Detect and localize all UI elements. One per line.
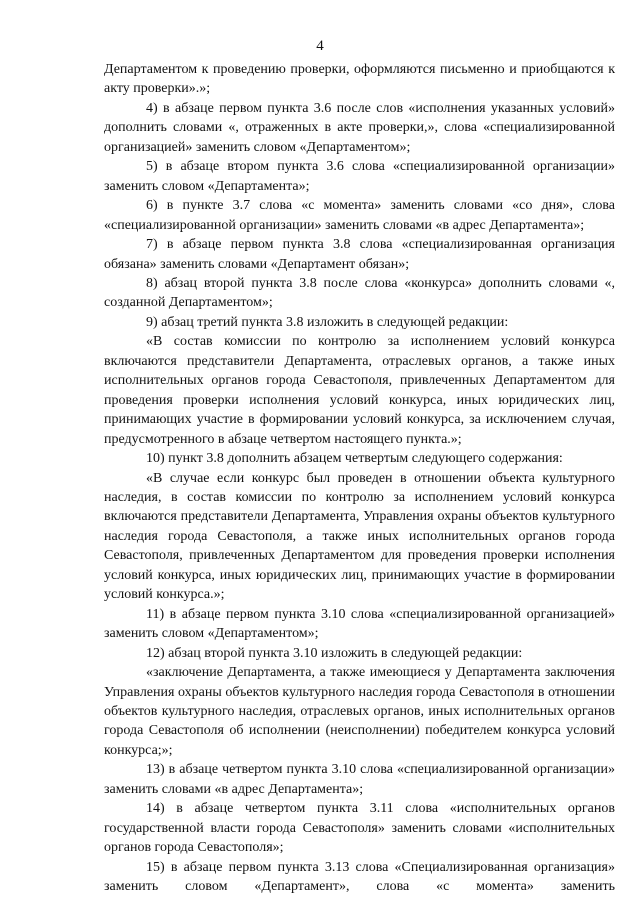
paragraph-item-14: 14) в абзаце четвертом пункта 3.11 слова «исполнительных органов государственной власти города Севастополя» заменить словами «исполнительных органов города Севастополя»; bbox=[104, 801, 615, 856]
paragraph-quote-commission: «В состав комиссии по контролю за исполнением условий конкурса включаются представители Департамента, отраслевых органов, а также иных исполнительных органов города Севастополя, привлеченных Департаментом для проведения проверки исполнения условий конкурса, иных юридических лиц, принимающих участие в формировании условий конкурса, за исключением случая, предусмотренного в абзаце четвертом настоящего пункта.»; bbox=[104, 334, 615, 447]
paragraph-item-13: 13) в абзаце четвертом пункта 3.10 слова «специализированной организации» заменить словами «в адрес Департамента»; bbox=[104, 762, 615, 797]
paragraph-item-15: 15) в абзаце первом пункта 3.13 слова «Специализированная организация» заменить словом «Департамент», слова «с момента» заменить bbox=[104, 859, 615, 895]
paragraph-item-9: 9) абзац третий пункта 3.8 изложить в следующей редакции: bbox=[146, 314, 509, 330]
paragraph-continuation: Департаментом к проведению проверки, оформляются письменно и приобщаются к акту проверки».»; bbox=[104, 62, 615, 97]
paragraph-item-12: 12) абзац второй пункта 3.10 изложить в следующей редакции: bbox=[146, 645, 523, 661]
document-body bbox=[104, 60, 615, 896]
paragraph-quote-cultural-heritage: «В случае если конкурс был проведен в отношении объекта культурного наследия, в состав комиссии по контролю за исполнением условий конкурса включаются представители Департамента, Управления охраны объектов культурного наследия города Севастополя, а также иных исполнительных органов города Севастополя, привлеченных Департаментом для проведения проверки исполнения условий конкурса, иных юридических лиц, принимающих участие в формировании условий конкурса.»; bbox=[104, 470, 615, 603]
paragraph-item-4: 4) в абзаце первом пункта 3.6 после слов «исполнения указанных условий» дополнить словами «, отраженных в акте проверки,», слова «специализированной организацией» заменить словом «Департаментом»; bbox=[104, 100, 615, 155]
paragraph-item-7: 7) в абзаце первом пункта 3.8 слова «специализированная организация обязана» заменить словами «Департамент обязан»; bbox=[104, 237, 615, 272]
paragraph-item-11: 11) в абзаце первом пункта 3.10 слова «специализированной организацией» заменить словом «Департаментом»; bbox=[104, 606, 615, 642]
paragraph-quote-conclusion: «заключение Департамента, а также имеющиеся у Департамента заключения Управления охраны объектов культурного наследия города Севастополя в отношении объектов культурного наследия, отраслевых органов, иных исполнительных органов города Севастополя об исполнении (неисполнении) победителем конкурса условий конкурса;»; bbox=[104, 665, 615, 758]
paragraph-item-10: 10) пункт 3.8 дополнить абзацем четвертым следующего содержания: bbox=[146, 451, 563, 467]
paragraph-item-5: 5) в абзаце втором пункта 3.6 слова «специализированной организации» заменить словом «Департамента»; bbox=[104, 159, 615, 194]
page-number: 4 bbox=[316, 38, 324, 54]
paragraph-item-6: 6) в пункте 3.7 слова «с момента» заменить словами «со дня», слова «специализированной организации» заменить словами «в адрес Департамента»; bbox=[104, 198, 615, 233]
paragraph-item-8: 8) абзац второй пункта 3.8 после слова «конкурса» дополнить словами «, созданной Департаментом»; bbox=[104, 275, 615, 311]
